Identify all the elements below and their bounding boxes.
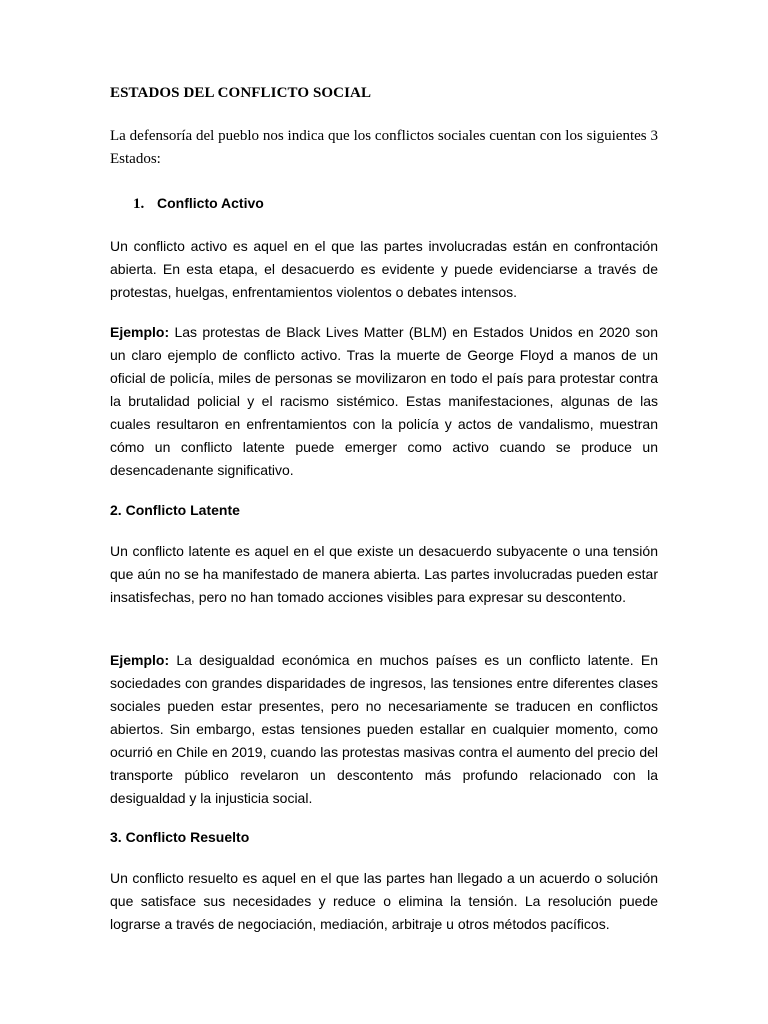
example-label: Ejemplo:	[110, 324, 170, 340]
section-number: 3.	[110, 829, 122, 845]
definition-paragraph-conflicto-latente: Un conflicto latente es aquel en el que existe un desacuerdo subyacente o una tensión que aún no se ha manifestado de manera abierta. Las partes involucradas pueden estar insatisfechas, pero no han tomado acciones visibles para expresar su descontento.	[110, 543, 658, 605]
example-text: Las protestas de Black Lives Matter (BLM) en Estados Unidos en 2020 son un claro ejemplo de conflicto activo. Tras la muerte de George Floyd a manos de un oficial de policía, miles de personas se movilizaron en todo el país para protestar contra la brutalidad policial y el racismo sistémico. Estas manifestaciones, algunas de las cuales resultaron en enfrentamientos con la policía y actos de vandalismo, muestran cómo un conflicto latente puede emerger como activo cuando se produce un desencadenante significativo.	[110, 324, 658, 478]
section-number: 2.	[110, 502, 122, 518]
section-heading-label: Conflicto Activo	[157, 195, 264, 211]
example-paragraph-conflicto-latente	[110, 649, 658, 810]
section-heading-label: Conflicto Resuelto	[125, 829, 250, 845]
definition-paragraph-conflicto-activo: Un conflicto activo es aquel en el que las partes involucradas están en confrontación abierta. En esta etapa, el desacuerdo es evidente y puede evidenciarse a través de protestas, huelgas, enfrentamientos violentos o debates intensos.	[110, 238, 658, 300]
definition-paragraph-conflicto-resuelto: Un conflicto resuelto es aquel en el que las partes han llegado a un acuerdo o solución que satisface sus necesidades y reduce o elimina la tensión. La resolución puede lograrse a través de negociación, mediación, arbitraje u otros métodos pacíficos.	[110, 870, 658, 932]
example-paragraph-conflicto-activo	[110, 321, 658, 482]
section-heading-label: Conflicto Latente	[125, 502, 240, 518]
intro-paragraph: La defensoría del pueblo nos indica que los conflictos sociales cuentan con los siguientes 3 Estados:	[110, 128, 658, 167]
section-heading-conflicto-resuelto	[110, 829, 249, 845]
section-heading-conflicto-latente	[110, 502, 240, 518]
example-text: La desigualdad económica en muchos países es un conflicto latente. En sociedades con grandes disparidades de ingresos, las tensiones entre diferentes clases sociales pueden estar presentes, pero no necesariamente se traducen en conflictos abiertos. Sin embargo, estas tensiones pueden estallar en cualquier momento, como ocurrió en Chile en 2019, cuando las protestas masivas contra el aumento del precio del transporte público revelaron un descontento más profundo relacionado con la desigualdad y la injusticia social.	[110, 652, 658, 806]
section-heading-conflicto-activo	[133, 195, 264, 213]
example-label: Ejemplo:	[110, 652, 170, 668]
document-title: ESTADOS DEL CONFLICTO SOCIAL	[110, 85, 372, 101]
section-number: 1.	[133, 196, 145, 212]
